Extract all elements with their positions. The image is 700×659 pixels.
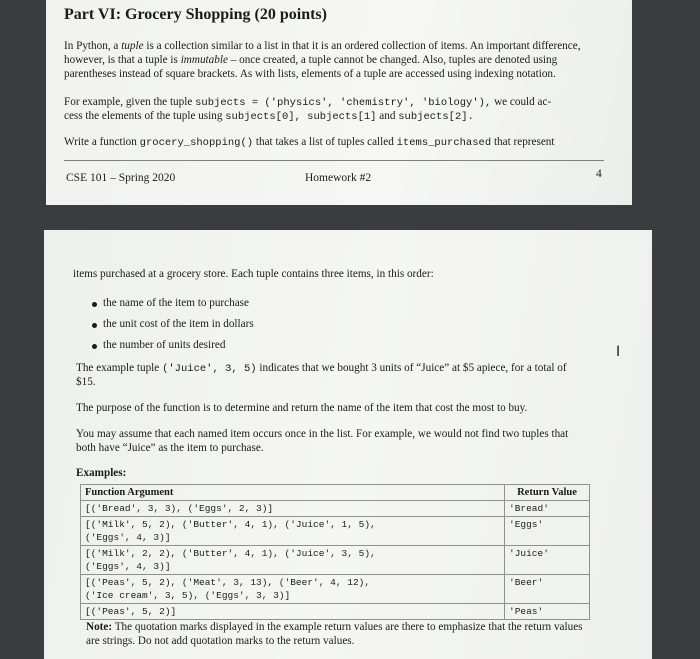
note-line1 <box>86 621 583 633</box>
argument-line: ('Ice cream', 3, 5), ('Eggs', 3, 3)] <box>85 590 291 601</box>
text-cursor-icon: I <box>616 344 621 360</box>
argument-line: [('Bread', 3, 3), ('Eggs', 2, 3)] <box>85 503 274 514</box>
example-line1 <box>76 362 567 375</box>
footer-page-number: 4 <box>596 168 602 180</box>
para2-line2-code: subjects[0], subjects[1] <box>225 111 377 123</box>
para2-text-a: For example, given the tuple <box>64 96 193 108</box>
column-header-return: Return Value <box>505 485 590 501</box>
bullet-item-3: the number of units desired <box>103 339 226 351</box>
para3-text-b: that takes a list of tuples called <box>255 136 394 148</box>
note-line2: are strings. Do not add quotation marks to the return values. <box>86 635 355 647</box>
table-header-row <box>81 485 590 501</box>
bullet-dot <box>92 323 97 328</box>
bullet-item-1: the name of the item to purchase <box>103 297 250 309</box>
example-text-a: The example tuple <box>76 362 160 374</box>
footer-homework: Homework #2 <box>305 172 372 184</box>
para1-line3: parentheses instead of square brackets. As with lists, elements of a tuple are accessed using indexing notation. <box>64 68 556 80</box>
bullet-dot <box>92 302 97 307</box>
table-row <box>81 501 590 517</box>
para3-line1 <box>64 136 555 149</box>
page2-intro: items purchased at a grocery store. Each tuple contains three items, in this order: <box>73 268 434 280</box>
argument-line: [('Peas', 5, 2)] <box>85 606 177 617</box>
para2-text-b: we could ac- <box>494 96 552 108</box>
table-row <box>81 546 590 575</box>
para2-line2-code2: subjects[2]. <box>398 111 474 123</box>
return-value: 'Peas' <box>505 604 590 620</box>
table-row <box>81 517 590 546</box>
para1-line2: however, is that a tuple is immutable – once created, a tuple cannot be changed. Also, tuples are denoted using <box>64 54 558 66</box>
function-argument <box>81 546 505 575</box>
note-text: Note: The quotation marks displayed in the example return values are there to emphasize that the return values <box>86 621 583 633</box>
para2-line2-text: cess the elements of the tuple using <box>64 110 223 122</box>
examples-table <box>80 484 590 620</box>
para2-line2-and: and <box>379 110 396 122</box>
para1-line1: In Python, a tuple is a collection similar to a list in that it is an ordered collection of items. An important difference, <box>64 40 581 52</box>
table-row <box>81 604 590 620</box>
example-text-b: indicates that we bought 3 units of “Juice” at $5 apiece, for a total of <box>259 362 567 374</box>
function-argument <box>81 604 505 620</box>
example-line2: $15. <box>76 376 96 388</box>
return-value: 'Beer' <box>505 575 590 604</box>
para2-line2 <box>64 110 474 123</box>
function-argument <box>81 575 505 604</box>
para3-text-a: Write a function <box>64 136 137 148</box>
argument-line: ('Eggs', 4, 3)] <box>85 561 171 572</box>
function-argument <box>81 501 505 517</box>
table-row <box>81 575 590 604</box>
return-value: 'Juice' <box>505 546 590 575</box>
return-value: 'Eggs' <box>505 517 590 546</box>
footer-course: CSE 101 – Spring 2020 <box>66 172 176 184</box>
assumption-line2: both have “Juice” as the item to purchase. <box>76 442 264 454</box>
page-divider <box>64 160 604 161</box>
bullet-dot <box>92 344 97 349</box>
para3-text-c: that represent <box>493 136 555 148</box>
section-title: Part VI: Grocery Shopping (20 points) <box>64 6 327 23</box>
para3-code: grocery_shopping() <box>139 137 254 149</box>
para2-line1 <box>64 96 551 109</box>
argument-line: [('Milk', 5, 2), ('Butter', 4, 1), ('Juice', 1, 5), <box>85 519 376 530</box>
para2-code: subjects = ('physics', 'chemistry', 'biology'), <box>195 97 492 109</box>
function-argument <box>81 517 505 546</box>
purpose-text: The purpose of the function is to determine and return the name of the item that cost the most to buy. <box>76 402 528 414</box>
argument-line: ('Eggs', 4, 3)] <box>85 532 171 543</box>
bullet-item-2: the unit cost of the item in dollars <box>103 318 254 330</box>
examples-heading: Examples: <box>76 467 127 479</box>
example-code: ('Juice', 3, 5) <box>162 363 257 375</box>
assumption-line1: You may assume that each named item occurs once in the list. For example, we would not find two tuples that <box>76 428 569 440</box>
argument-line: [('Milk', 2, 2), ('Butter', 4, 1), ('Juice', 3, 5), <box>85 548 376 559</box>
return-value: 'Bread' <box>505 501 590 517</box>
argument-line: [('Peas', 5, 2), ('Meat', 3, 13), ('Beer', 4, 12), <box>85 577 371 588</box>
para3-code2: items_purchased <box>396 137 492 149</box>
column-header-argument: Function Argument <box>81 485 505 501</box>
